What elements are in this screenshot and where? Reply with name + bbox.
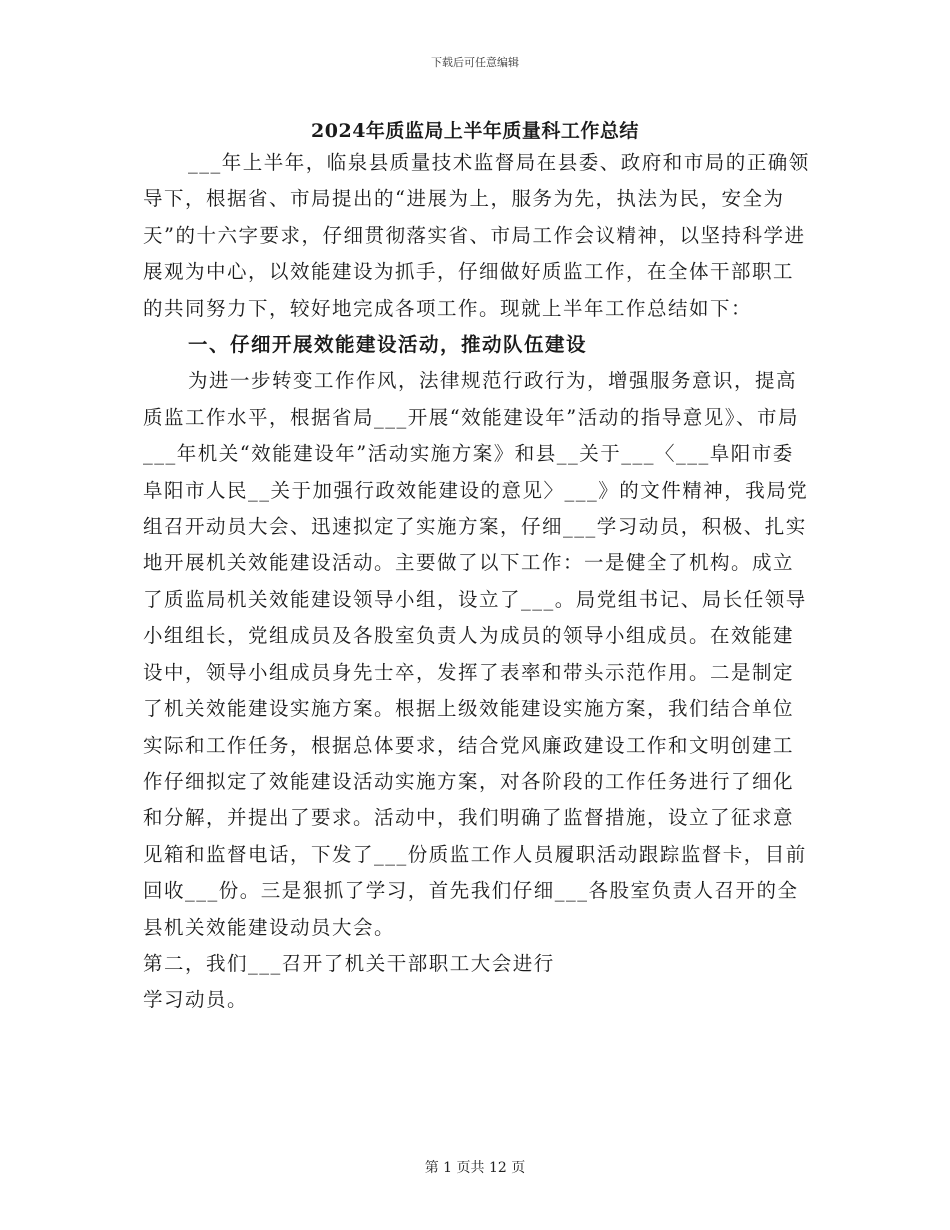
page-header-note: 下载后可任意编辑 <box>431 56 519 69</box>
intro-paragraph: ___年上半年，临泉县质量技术监督局在县委、政府和市局的正确领导下，根据省、市局提出的“进展为上，服务为先，执法为民，安全为天”的十六字要求，仔细贯彻落实省、市局工作会议精神，以坚持科学进展观为中心，以效能建设为抓手，仔细做好质监工作，在全体干部职工的共同努力下，较好地完成各项工作。现就上半年工作总结如下： <box>143 151 810 320</box>
page-number-footer: 第 1 页共 12 页 <box>424 1160 526 1176</box>
section-1-paragraph: 为进一步转变工作作风，法律规范行政行为，增强服务意识，提高质监工作水平，根据省局___开展“效能建设年”活动的指导意见》、市局___年机关“效能建设年”活动实施方案》和县__关于___〈___阜阳市委阜阳市人民__关于加强行政效能建设的意见〉___》的文件精神，我局党组召开动员大会、迅速拟定了实施方案，仔细___学习动员，积极、扎实地开展机关效能建设活动。主要做了以下工作：一是健全了机构。成立了质监局机关效能建设领导小组，设立了___。局党组书记、局长任领导小组组长，党组成员及各股室负责人为成员的领导小组成员。在效能建设中，领导小组成员身先士卒，发挥了表率和带头示范作用。二是制定了机关效能建设实施方案。根据上级效能建设实施方案，我们结合单位实际和工作任务，根据总体要求，结合党风廉政建设工作和文明创建工作仔细拟定了效能建设活动实施方案，对各阶段的工作任务进行了细化和分解，并提出了要求。活动中，我们明确了监督措施，设立了征求意见箱和监督电话，下发了___份质监工作人员履职活动跟踪监督卡，目前回收___份。三是狠抓了学习，首先我们仔细___各股室负责人召开的全县机关效能建设动员大会。 <box>143 369 809 939</box>
section-heading-1: 一、仔细开展效能建设活动，推动队伍建设 <box>188 333 588 357</box>
document-title: 2024年质监局上半年质量科工作总结 <box>311 120 639 142</box>
document-body <box>143 145 811 1019</box>
closing-paragraph: 第二，我们___召开了机关干部职工大会进行学习动员。 <box>143 951 555 1012</box>
